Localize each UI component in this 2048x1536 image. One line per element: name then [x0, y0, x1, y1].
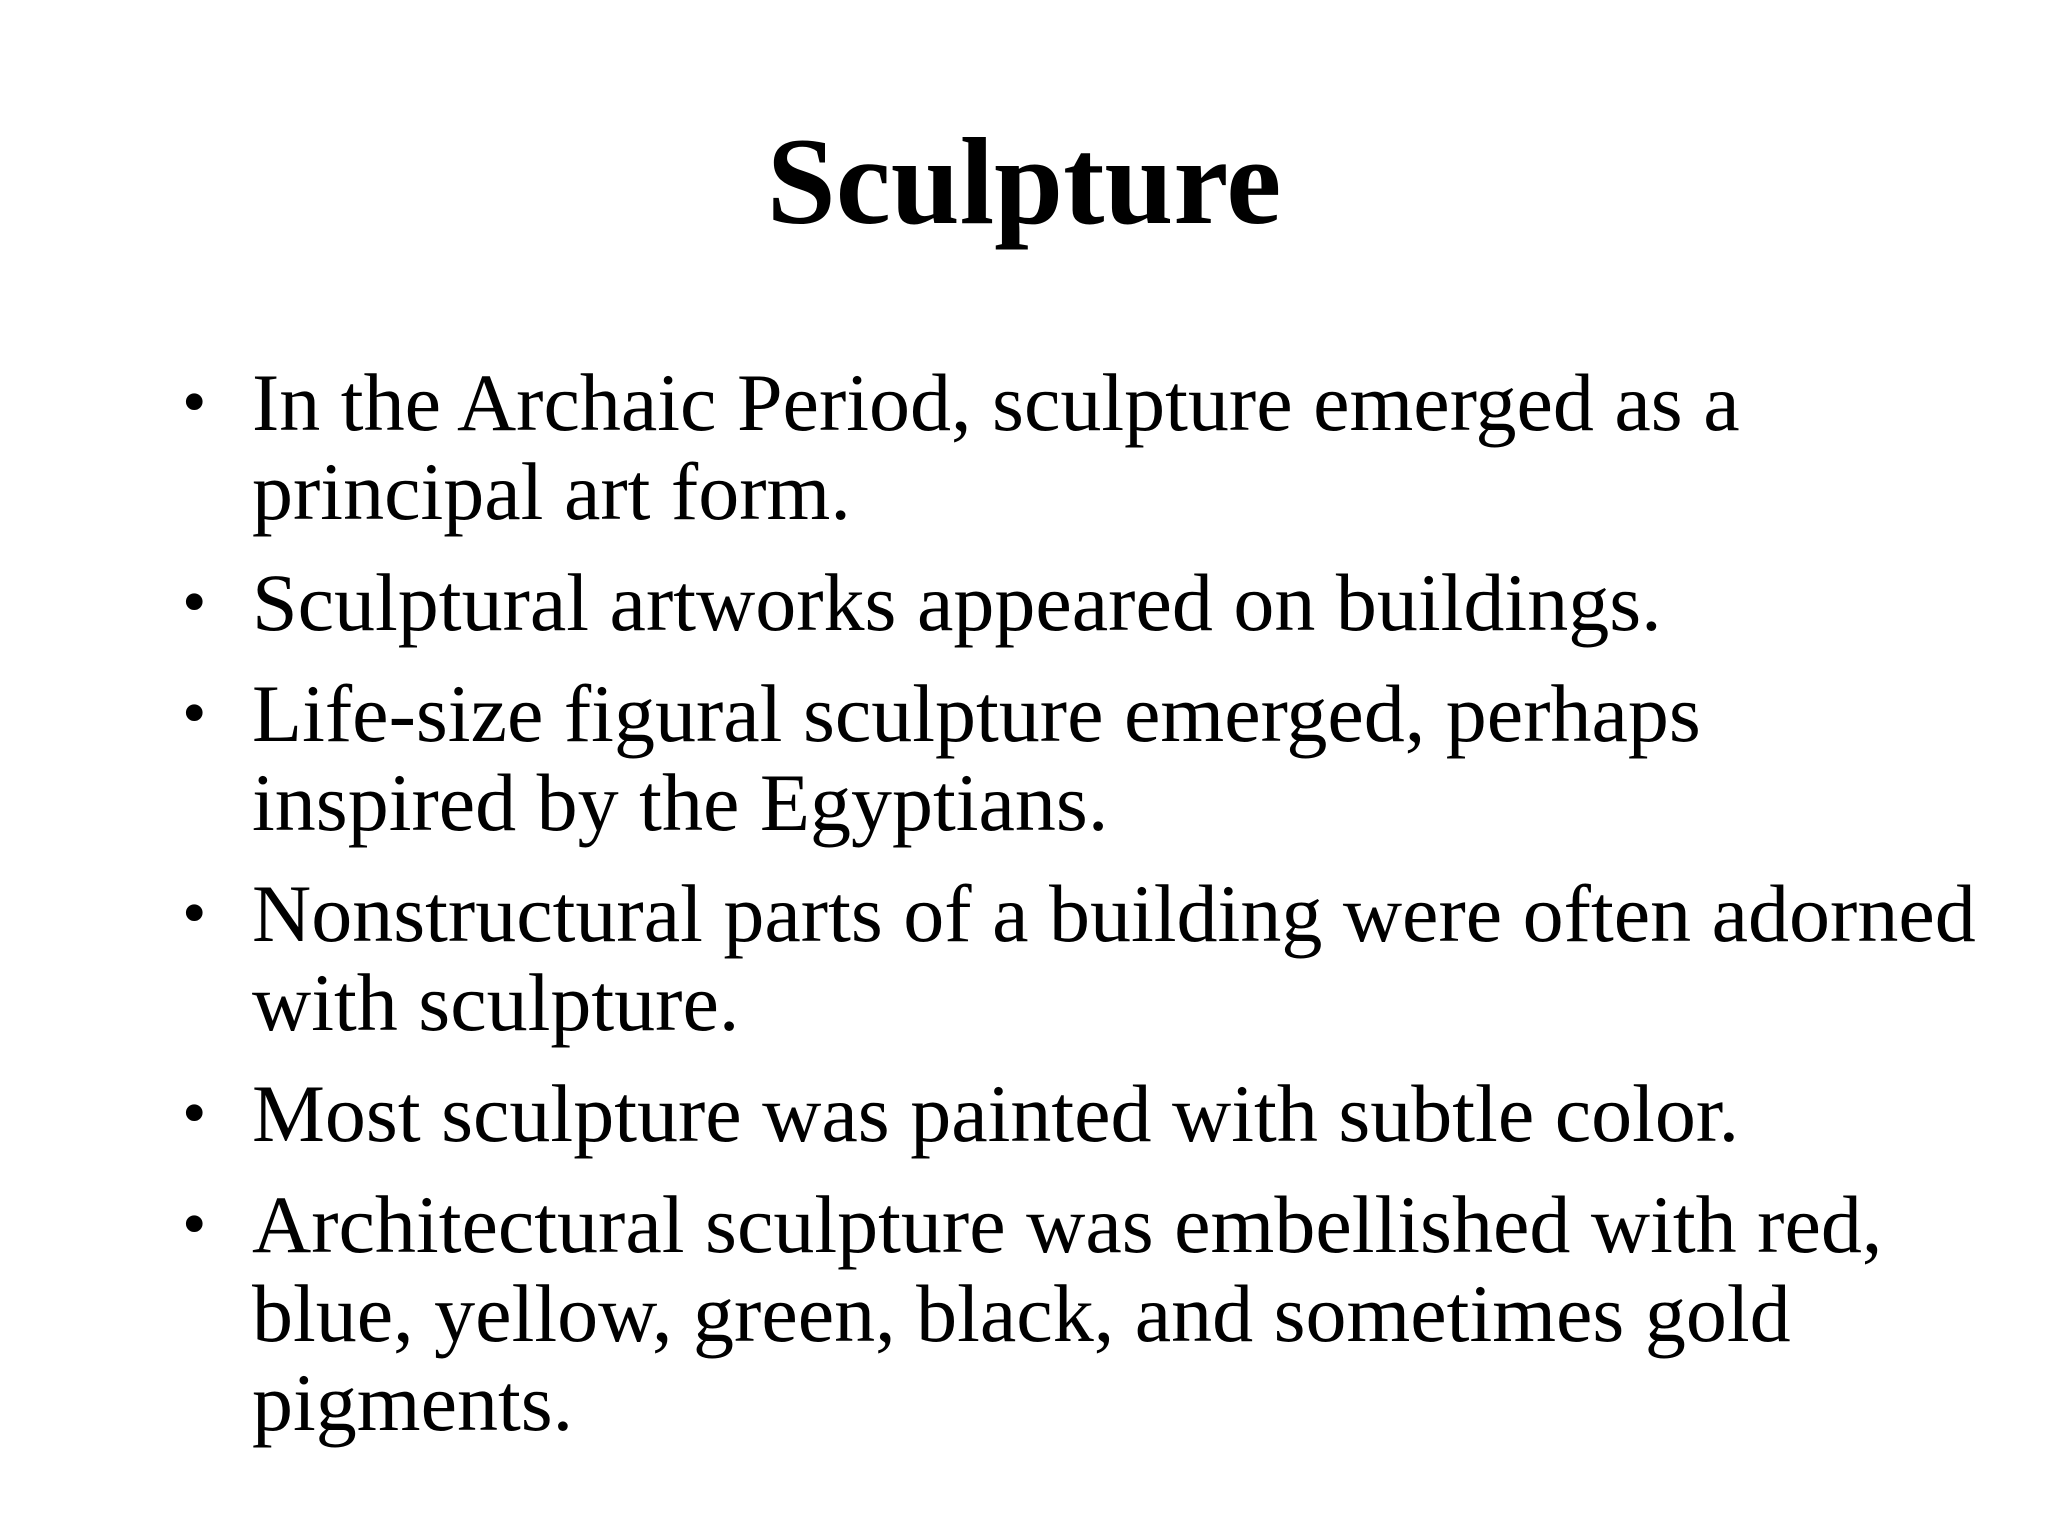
bullet-icon: • — [182, 364, 207, 441]
bullet-text: In the Archaic Period, sculpture emerged as a principal art form. — [252, 357, 1740, 537]
bullet-item-6 — [178, 1180, 1978, 1447]
bullet-text: Most sculpture was painted with subtle color. — [252, 1068, 1740, 1159]
bullet-icon: • — [182, 675, 207, 752]
slide-title: Sculpture — [766, 113, 1282, 250]
bullet-icon: • — [182, 875, 207, 952]
bullet-item-1 — [178, 358, 1978, 536]
bullet-text: Architectural sculpture was embellished with red, blue, yellow, green, black, and sometimes gold pigments. — [252, 1179, 1883, 1448]
bullet-list — [178, 358, 1978, 1469]
bullet-icon: • — [182, 1075, 207, 1152]
bullet-item-5 — [178, 1069, 1978, 1158]
bullet-icon: • — [182, 1186, 207, 1263]
bullet-text: Life-size figural sculpture emerged, perhaps inspired by the Egyptians. — [252, 668, 1701, 848]
bullet-item-4 — [178, 869, 1978, 1047]
bullet-item-3 — [178, 669, 1978, 847]
bullet-text: Sculptural artworks appeared on buildings. — [252, 557, 1662, 648]
bullet-item-2 — [178, 558, 1978, 647]
bullet-icon: • — [182, 564, 207, 641]
bullet-text: Nonstructural parts of a building were often adorned with sculpture. — [252, 868, 1976, 1048]
